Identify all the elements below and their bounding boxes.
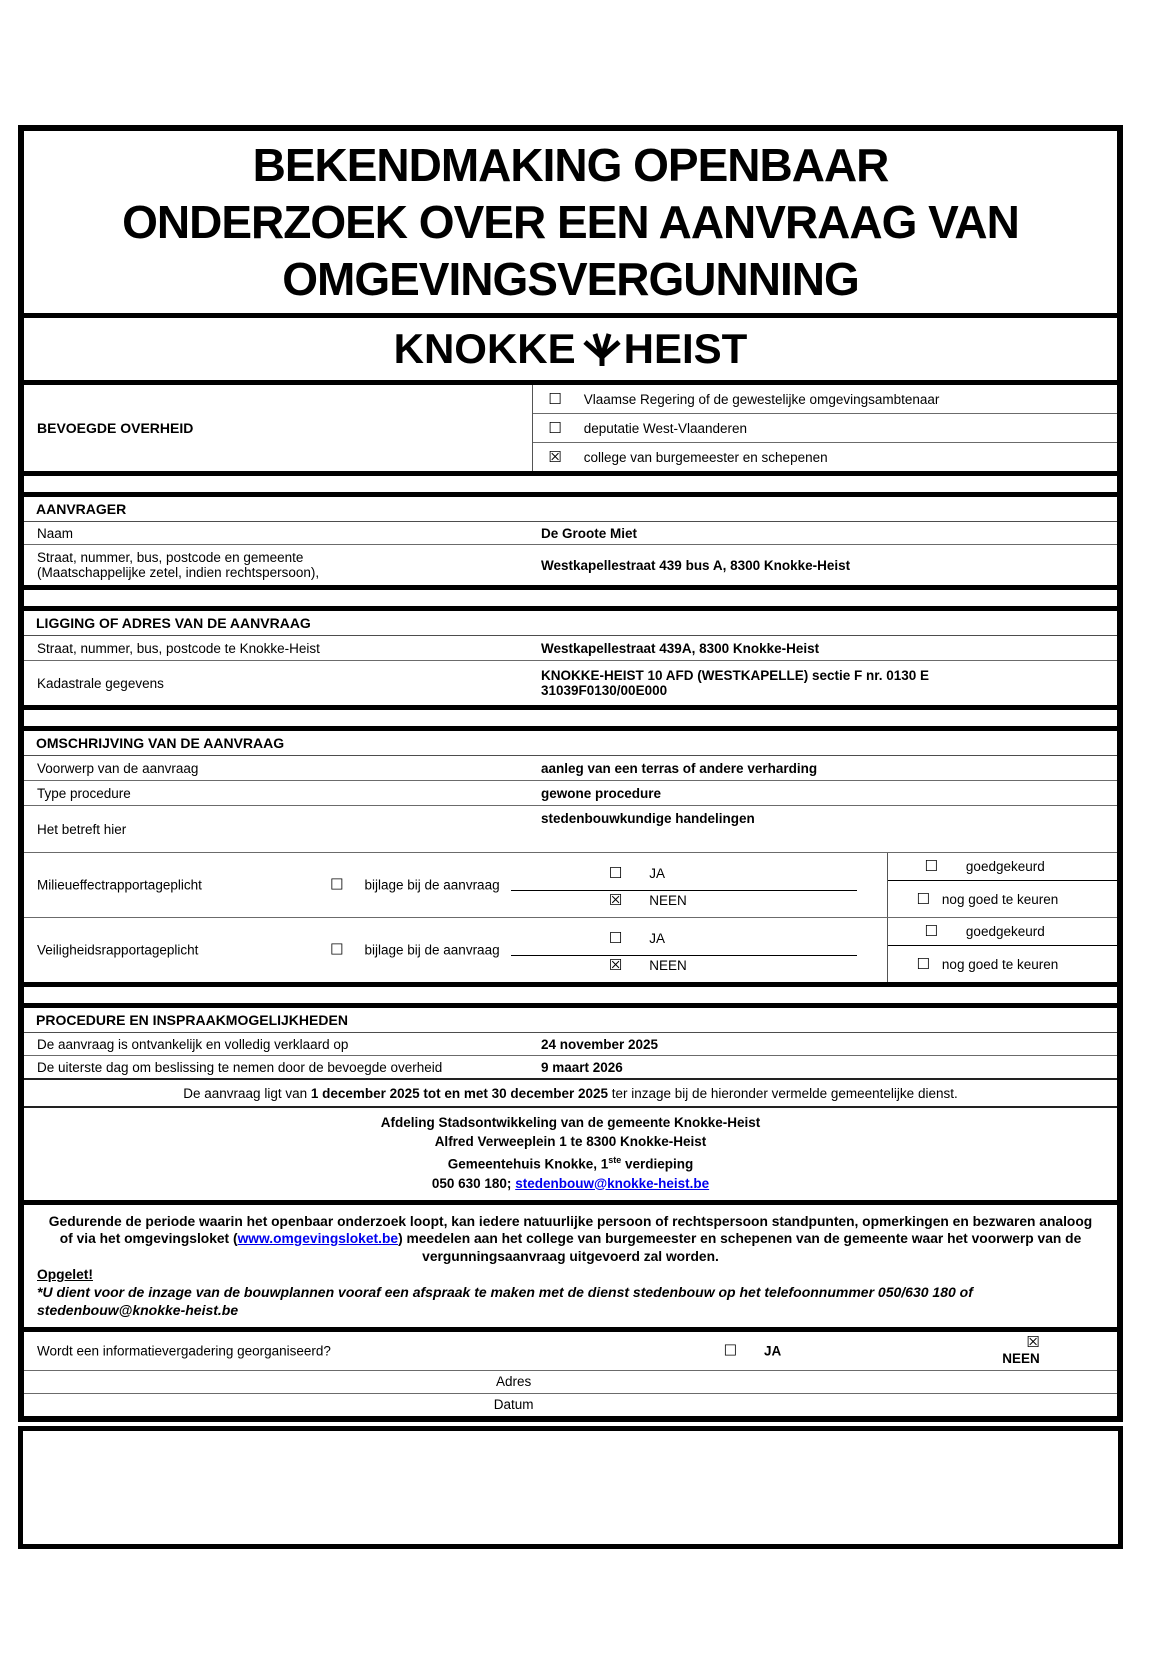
het-betreft-label: Het betreft hier [37,821,127,837]
bijlage-label: bijlage bij de aanvraag [364,877,500,893]
neen-label: NEEN [649,893,687,908]
option-label: deputatie West-Vlaanderen [583,420,748,436]
row-het-betreft [24,805,1117,852]
option-vlaamse-regering [533,385,1117,413]
logo-text-left: KNOKKE [393,325,576,372]
section-aanvrager [24,497,1117,585]
empty-remarks-box [18,1426,1123,1549]
spacer [24,476,1117,492]
ontvankelijk-value: 24 november 2025 [540,1036,659,1052]
naam-value: De Groote Miet [540,525,637,541]
row-uiterste-dag [24,1055,1117,1078]
gemeente-contact-block [24,1106,1117,1200]
bijlage-fill-line [511,890,856,891]
aanvrager-adres-value: Westkapellestraat 439 bus A, 8300 Knokke-Heist [540,557,851,573]
datum-label: Datum [493,1397,534,1412]
ontvankelijk-label: De aanvraag is ontvankelijk en volledig verklaard op [37,1036,349,1052]
kadaster-label: Kadastrale gegevens [37,675,164,691]
milieu-goedkeuring-cell [887,853,1117,917]
checkbox-milieu-ja[interactable]: ☐ [608,864,623,882]
ja-label: JA [763,1343,782,1359]
adres-label: Adres [496,1374,532,1389]
checkbox-info-neen[interactable]: ☒ [1026,1333,1040,1351]
veiligheid-bijlage [330,940,500,959]
nog-goed-label: nog goed te keuren [941,956,1059,972]
checkbox-veiligheid-ja[interactable]: ☐ [608,929,623,947]
spacer [24,987,1117,1003]
informatievergadering-ja [723,1341,782,1360]
goedgekeurd-label: goedgekeurd [965,924,1045,940]
row-veiligheidsrapportageplicht [24,917,1117,982]
naam-label: Naam [37,525,74,541]
checkbox-veiligheid-nog-goed[interactable]: ☐ [916,954,930,973]
option-label: Vlaamse Regering of de gewestelijke omgevingsambtenaar [583,391,940,407]
milieu-bijlage [330,875,500,894]
knokke-heist-logo [24,318,1117,380]
checkbox-milieu-goedgekeurd[interactable]: ☐ [924,857,938,876]
checkbox-veiligheid-goedgekeurd[interactable]: ☐ [924,922,938,941]
bevoegde-overheid-options [532,385,1117,471]
checkbox-college[interactable]: ☒ [548,447,562,466]
het-betreft-value: stedenbouwkundige handelingen [540,811,755,826]
row-milieueffectrapportageplicht [24,852,1117,917]
row-informatievergadering [24,1332,1117,1370]
row-ontvankelijk [24,1033,1117,1055]
ja-label: JA [649,931,665,946]
form-outer-box [18,125,1123,1422]
row-naam [24,522,1117,544]
section-omschrijving [24,731,1117,982]
veiligheid-goedgekeurd [888,918,1117,946]
voorwerp-value: aanleg van een terras of andere verharding [540,760,818,776]
type-procedure-label: Type procedure [37,785,131,801]
option-college [533,442,1117,471]
omschrijving-header: OMSCHRIJVING VAN DE AANVRAAG [24,731,1117,756]
opgelet-label: Opgelet! [37,1267,93,1282]
veiligheid-label: Veiligheidsrapportageplicht [37,942,199,958]
aanvrager-adres-label: Straat, nummer, bus, postcode en gemeente (Maatschappelijke zetel, indien rechtspersoon), [37,550,320,580]
afspraak-notice: *U dient voor de inzage van de bouwplannen vooraf een afspraak te maken met de dienst stedenbouw op het telefoonnummer 050/630 180 of stedenbouw@knokke-heist.be [37,1284,973,1318]
page-title-line2: ONDERZOEK OVER EEN AANVRAAG VAN [122,195,1019,248]
contact-adres: Alfred Verweeplein 1 te 8300 Knokke-Heist [434,1134,707,1149]
kadaster-value: KNOKKE-HEIST 10 AFD (WESTKAPELLE) sectie F nr. 0130 E 31039F0130/00E000 [540,668,930,698]
checkbox-milieu-neen[interactable]: ☒ [608,891,623,909]
option-label: college van burgemeester en schepenen [583,449,828,465]
openbaar-onderzoek-paragraph: Gedurende de periode waarin het openbaar onderzoek loopt, kan iedere natuurlijke persoon of rechtspersoon standpunten, opmerkingen en bezwaren analoog of via het omgevingsloket (www.omgevingsloket.be) meedelen aan het college van burgemeester en schepenen van de gemeente waar het voorwerp van de vergunningsaanvraag uitgevoerd zal worden. [48,1213,1093,1264]
contact-dienst: Afdeling Stadsontwikkeling van de gemeente Knokke-Heist [380,1115,761,1130]
ter-inzage-suffix: ter inzage bij de hieronder vermelde gemeentelijke dienst. [608,1085,958,1101]
milieu-nog-goed-te-keuren [888,881,1117,917]
row-ligging-straat [24,636,1117,660]
veiligheid-neen [609,958,687,973]
ter-inzage-prefix: De aanvraag ligt van [183,1085,311,1101]
veiligheid-goedkeuring-cell [887,918,1117,982]
omgevingsloket-link[interactable]: www.omgevingsloket.be [237,1231,399,1246]
ligging-header: LIGGING OF ADRES VAN DE AANVRAAG [24,611,1117,636]
section-bevoegde-overheid [24,385,1117,471]
bijlage-label: bijlage bij de aanvraag [364,942,500,958]
procedure-header: PROCEDURE EN INSPRAAKMOGELIJKHEDEN [24,1008,1117,1033]
milieu-label: Milieueffectrapportageplicht [37,877,202,893]
aanvrager-header: AANVRAGER [24,497,1117,522]
neen-label: NEEN [649,958,687,973]
nog-goed-label: nog goed te keuren [941,891,1059,907]
informatievergadering-question: Wordt een informatievergadering georganiseerd? [37,1343,331,1359]
row-ter-inzage [24,1078,1117,1106]
informatievergadering-neen [1002,1335,1040,1366]
ligging-straat-value: Westkapellestraat 439A, 8300 Knokke-Heist [540,640,820,656]
checkbox-milieu-bijlage[interactable]: ☐ [330,875,344,894]
checkbox-veiligheid-neen[interactable]: ☒ [608,956,623,974]
ja-label: JA [649,866,665,881]
milieu-goedgekeurd [888,853,1117,881]
row-kadastrale-gegevens [24,660,1117,705]
bijlage-fill-line [511,955,856,956]
milieu-ja [609,866,665,881]
page-title [24,131,1117,313]
logo-text-right: HEIST [623,325,748,372]
spacer [24,710,1117,726]
row-type-procedure [24,780,1117,805]
goedgekeurd-label: goedgekeurd [965,859,1045,875]
contact-locatie: Gemeentehuis Knokke, 1ste verdieping [447,1155,694,1172]
type-procedure-value: gewone procedure [540,785,662,801]
checkbox-deputatie[interactable]: ☐ [548,418,562,437]
contact-telefoon-email: 050 630 180; stedenbouw@knokke-heist.be [431,1175,710,1191]
row-aanvrager-adres [24,544,1117,585]
section-ligging [24,611,1117,705]
section-procedure [24,1008,1117,1327]
option-deputatie [533,413,1117,442]
veiligheid-nog-goed-te-keuren [888,946,1117,982]
bevoegde-overheid-label: BEVOEGDE OVERHEID [37,420,194,436]
row-adres [24,1370,1117,1393]
page-title-line1: BEKENDMAKING OPENBAAR [252,138,889,191]
page-title-line3: OMGEVINGSVERGUNNING [282,252,859,305]
ligging-straat-label: Straat, nummer, bus, postcode te Knokke-Heist [37,640,320,656]
spark-rays-icon [582,325,622,377]
neen-label: NEEN [1002,1351,1040,1366]
milieu-neen [609,893,687,908]
checkbox-veiligheid-bijlage[interactable]: ☐ [330,940,344,959]
checkbox-info-ja[interactable]: ☐ [723,1341,737,1360]
checkbox-vlaamse-regering[interactable]: ☐ [548,389,562,408]
ter-inzage-period: 1 december 2025 tot en met 30 december 2025 [310,1085,609,1101]
row-datum [24,1393,1117,1416]
form-sheet [18,125,1123,1549]
veiligheid-ja [609,931,665,946]
uiterste-dag-value: 9 maart 2026 [540,1059,623,1075]
spacer [24,590,1117,606]
stedenbouw-email-link[interactable]: stedenbouw@knokke-heist.be [515,1175,710,1191]
voorwerp-label: Voorwerp van de aanvraag [37,760,199,776]
checkbox-milieu-nog-goed[interactable]: ☐ [916,889,930,908]
row-voorwerp [24,756,1117,780]
uiterste-dag-label: De uiterste dag om beslissing te nemen door de bevoegde overheid [37,1059,443,1075]
